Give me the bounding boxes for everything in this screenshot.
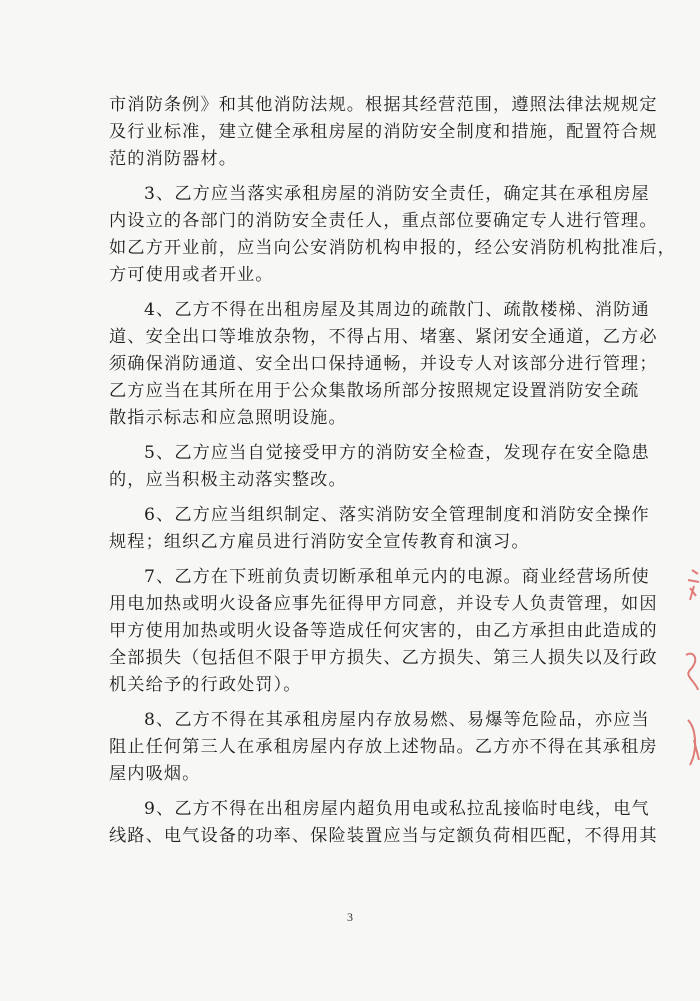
text-line: 5、乙方应当自觉接受甲方的消防安全检查，发现存在安全隐患	[144, 443, 650, 463]
text-line: 3、乙方应当落实承租房屋的消防安全责任，确定其在承租房屋	[144, 184, 650, 204]
paragraph	[109, 92, 658, 173]
paragraph	[109, 297, 658, 432]
text-line: 乙方应当在其所在用于公众集散场所部分按照规定设置消防安全疏	[109, 381, 640, 401]
text-line: 须确保消防通道、安全出口保持通畅，并设专人对该部分进行管理；	[109, 354, 658, 374]
paragraph	[109, 502, 650, 556]
document-body	[109, 92, 676, 850]
red-seal-fragment	[678, 560, 700, 790]
paragraph-spacer	[109, 173, 609, 181]
text-line: 机关给予的行政处罚）。	[109, 675, 302, 695]
paragraph-spacer	[109, 788, 609, 796]
text-line: 9、乙方不得在出租房屋内超负用电或私拉乱接临时电线，电气	[144, 799, 650, 819]
text-line: 规程；组织乙方雇员进行消防安全宣传教育和演习。	[109, 532, 530, 552]
paragraph	[109, 796, 658, 850]
paragraph-spacer	[109, 556, 609, 564]
text-line: 方可使用或者开业。	[109, 265, 274, 285]
text-line: 屋内吸烟。	[109, 764, 201, 784]
text-line: 线路、电气设备的功率、保险装置应当与定额负荷相匹配，不得用其	[109, 826, 658, 846]
text-line: 甲方使用加热或明火设备等造成任何灾害的，由乙方承担由此造成的	[109, 621, 658, 641]
text-line: 8、乙方不得在其承租房屋内存放易燃、易爆等危险品，亦应当	[144, 710, 650, 730]
text-line: 散指示标志和应急照明设施。	[109, 408, 347, 428]
text-line: 市消防条例》和其他消防法规。根据其经营范围，遵照法律法规规定	[109, 95, 658, 115]
text-line: 阻止任何第三人在承租房屋内存放上述物品。乙方亦不得在其承租房	[109, 737, 658, 757]
text-line: 内设立的各部门的消防安全责任人，重点部位要确定专人进行管理。	[109, 211, 658, 231]
text-line: 及行业标准，建立健全承租房屋的消防安全制度和措施，配置符合规	[109, 122, 658, 142]
text-line: 的，应当积极主动落实整改。	[109, 470, 347, 490]
paragraph-spacer	[109, 432, 609, 440]
paragraph-spacer	[109, 494, 609, 502]
paragraph	[109, 707, 658, 788]
text-line: 范的消防器材。	[109, 149, 238, 169]
page-number: 3	[347, 910, 353, 924]
text-line: 如乙方开业前，应当向公安消防机构申报的，经公安消防机构批准后，	[109, 238, 676, 258]
text-line: 道、安全出口等堆放杂物，不得占用、堵塞、紧闭安全通道，乙方必	[109, 327, 658, 347]
paragraph	[109, 181, 676, 289]
text-line: 7、乙方在下班前负责切断承租单元内的电源。商业经营场所使	[144, 567, 650, 587]
text-line: 6、乙方应当组织制定、落实消防安全管理制度和消防安全操作	[144, 505, 650, 525]
text-line: 4、乙方不得在出租房屋及其周边的疏散门、疏散楼梯、消防通	[144, 300, 650, 320]
text-line: 全部损失（包括但不限于甲方损失、乙方损失、第三人损失以及行政	[109, 648, 658, 668]
paragraph	[109, 564, 658, 699]
paragraph-spacer	[109, 289, 609, 297]
text-line: 用电加热或明火设备应事先征得甲方同意，并设专人负责管理，如因	[109, 594, 658, 614]
paragraph-spacer	[109, 699, 609, 707]
paragraph	[109, 440, 650, 494]
